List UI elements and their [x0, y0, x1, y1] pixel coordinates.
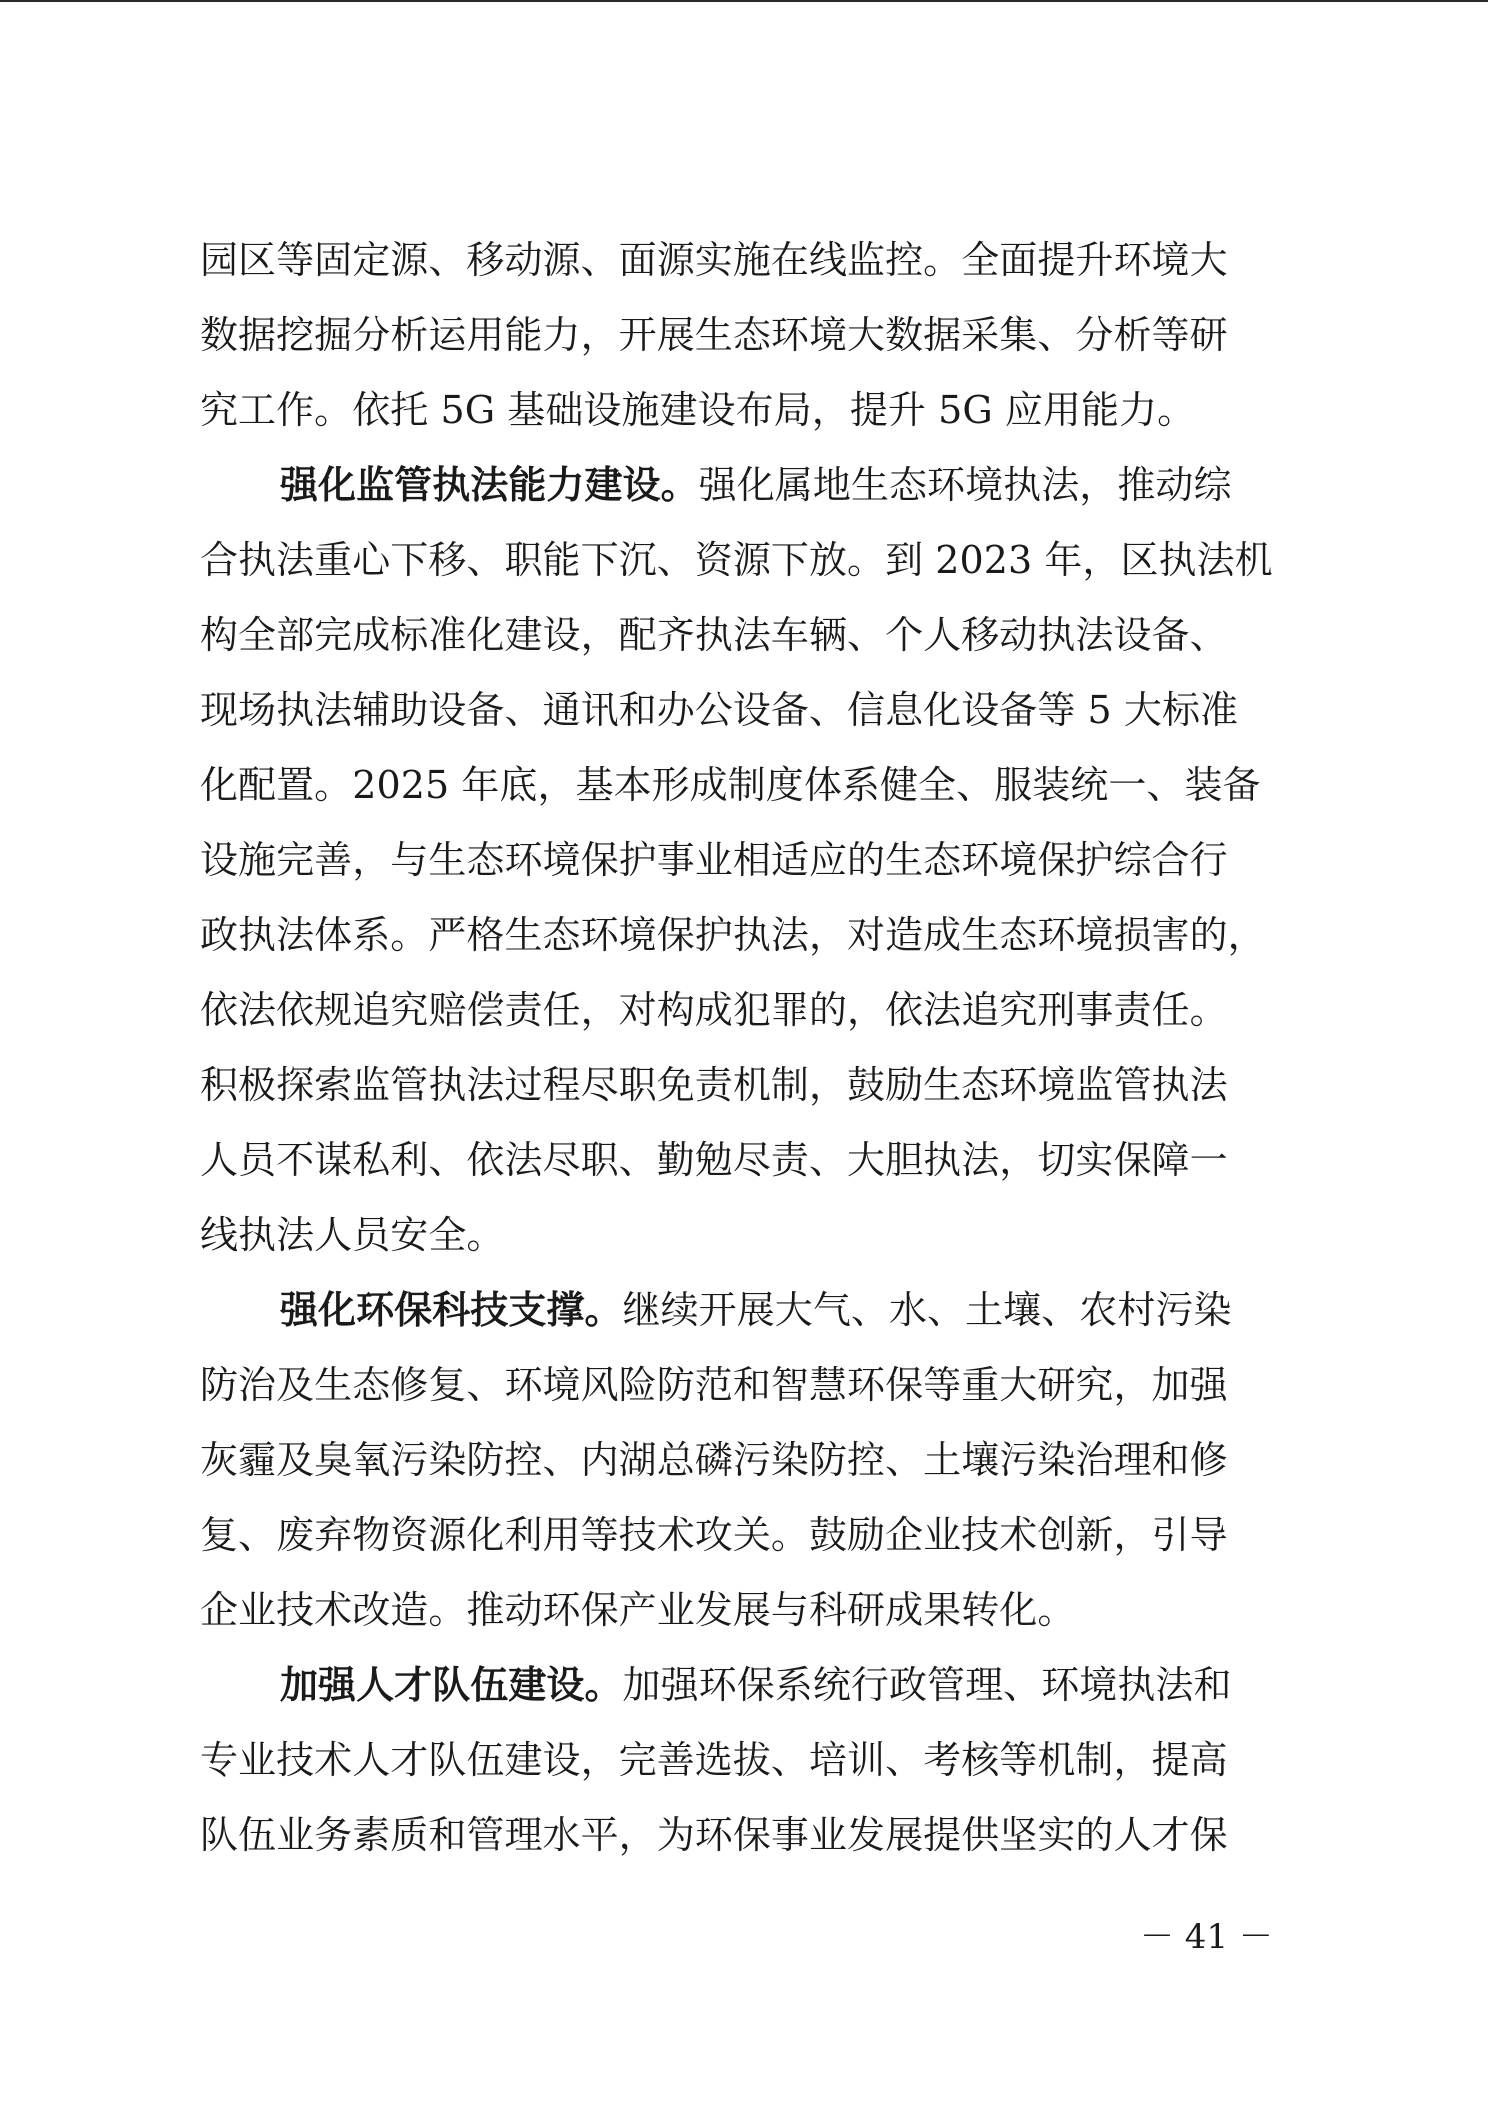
text-line: [200, 1722, 1290, 1797]
text-line: [200, 372, 1290, 447]
text-line: [200, 297, 1290, 372]
text-line: [200, 597, 1290, 672]
line-text: 数据挖掘分析运用能力，开展生态环境大数据采集、分析等研: [200, 313, 1228, 357]
text-line: [200, 1122, 1290, 1197]
line-text: 依法依规追究赔偿责任，对构成犯罪的，依法追究刑事责任。: [200, 988, 1228, 1032]
line-text: 化配置。2025 年底，基本形成制度体系健全、服装统一、装备: [200, 763, 1261, 807]
text-line: [200, 522, 1290, 597]
document-body: [200, 222, 1290, 1872]
text-line: [200, 1797, 1290, 1872]
text-line: [200, 1422, 1290, 1497]
line-text: 构全部完成标准化建设，配齐执法车辆、个人移动执法设备、: [200, 613, 1228, 657]
text-line: [200, 1197, 1290, 1272]
section-heading: 强化环保科技支撑。: [280, 1287, 623, 1332]
line-text: 队伍业务素质和管理水平，为环保事业发展提供坚实的人才保: [200, 1813, 1228, 1857]
text-line: [200, 222, 1290, 297]
section-heading: 强化监管执法能力建设。: [280, 462, 699, 507]
text-line: [200, 972, 1290, 1047]
text-line: [200, 672, 1290, 747]
text-line: [200, 1497, 1290, 1572]
text-line: [200, 1347, 1290, 1422]
text-line: [200, 897, 1290, 972]
line-text: 复、废弃物资源化利用等技术攻关。鼓励企业技术创新，引导: [200, 1513, 1228, 1557]
line-text: 强化属地生态环境执法，推动综: [698, 463, 1232, 507]
line-text: 继续开展大气、水、土壤、农村污染: [622, 1288, 1232, 1332]
text-line: [200, 1272, 1290, 1347]
text-line: [200, 747, 1290, 822]
top-border-line: [0, 0, 1488, 2]
line-text: 人员不谋私利、依法尽职、勤勉尽责、大胆执法，切实保障一: [200, 1138, 1228, 1182]
line-text: 政执法体系。严格生态环境保护执法，对造成生态环境损害的，: [200, 913, 1266, 957]
line-text: 灰霾及臭氧污染防控、内湖总磷污染防控、土壤污染治理和修: [200, 1438, 1228, 1482]
line-text: 专业技术人才队伍建设，完善选拔、培训、考核等机制，提高: [200, 1738, 1228, 1782]
line-text: 园区等固定源、移动源、面源实施在线监控。全面提升环境大: [200, 238, 1228, 282]
text-line: [200, 822, 1290, 897]
line-text: 企业技术改造。推动环保产业发展与科研成果转化。: [200, 1588, 1076, 1632]
page-number: － 41 －: [1140, 1917, 1273, 1957]
line-text: 加强环保系统行政管理、环境执法和: [622, 1663, 1232, 1707]
line-text: 现场执法辅助设备、通讯和办公设备、信息化设备等 5 大标准: [200, 688, 1239, 732]
line-text: 积极探索监管执法过程尽职免责机制，鼓励生态环境监管执法: [200, 1063, 1228, 1107]
line-text: 线执法人员安全。: [200, 1213, 505, 1257]
line-text: 设施完善，与生态环境保护事业相适应的生态环境保护综合行: [200, 838, 1228, 882]
text-line: [200, 1647, 1290, 1722]
line-text: 防治及生态修复、环境风险防范和智慧环保等重大研究，加强: [200, 1363, 1228, 1407]
line-text: 合执法重心下移、职能下沉、资源下放。到 2023 年，区执法机: [200, 538, 1273, 582]
line-text: 究工作。依托 5G 基础设施建设布局，提升 5G 应用能力。: [200, 388, 1196, 432]
text-line: [200, 1572, 1290, 1647]
section-heading: 加强人才队伍建设。: [280, 1662, 623, 1707]
text-line: [200, 1047, 1290, 1122]
text-line: [200, 447, 1290, 522]
